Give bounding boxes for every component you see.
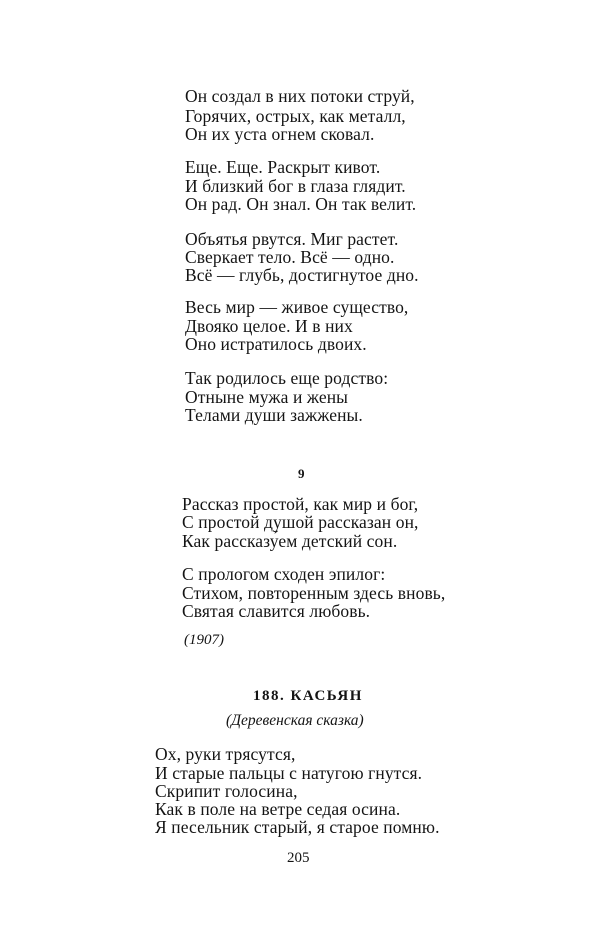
poem-date: (1907) (184, 632, 224, 648)
poem-line: Весь мир — живое существо, (185, 297, 409, 317)
poem-line: Оно истратилось двоих. (185, 334, 367, 354)
poem-line: Как рассказу́ем детский сон. (182, 531, 398, 551)
poem-line: Всё — глубь, достигнутое дно. (185, 265, 419, 285)
poem-line: Святая славится любовь. (182, 601, 371, 621)
poem-line: Стихом, повторенным здесь вновь, (182, 583, 446, 603)
poem-line: С прологом сходен эпилог: (182, 564, 386, 584)
poem-line: И близкий бог в глаза глядит. (185, 176, 406, 196)
poem-line: Отныне мужа и жены (185, 387, 349, 407)
poem-line: С простой душой рассказан он, (182, 512, 419, 532)
poem-subtitle: (Деревенская сказка) (226, 712, 364, 729)
poem-line: Он их уста огнем сковал. (185, 124, 375, 144)
poem-line: Как в поле на ветре седая осина. (155, 799, 401, 819)
poem-line: Рассказ простой, как мир и бог, (182, 494, 419, 514)
poem-title: 188. КАСЬЯН (253, 688, 363, 704)
poem-line: Он рад. Он знал. Он так велит. (185, 194, 417, 214)
poem-line: И старые пальцы с натугою гнутся. (155, 763, 423, 783)
page-number: 205 (287, 850, 310, 866)
poem-line: Ох, руки трясутся, (155, 744, 296, 764)
section-number: 9 (298, 466, 305, 481)
poem-line: Он создал в них потоки струй, (185, 86, 415, 106)
poem-line: Так родилось еще родство: (185, 368, 389, 388)
poem-line: Объятья рвутся. Миг растет. (185, 229, 399, 249)
poem-line: Горячих, острых, как металл, (185, 106, 406, 126)
poem-line: Скрипит голосина, (155, 781, 298, 801)
poem-line: Я песельник старый, я старое помню. (155, 817, 440, 837)
poem-line: Еще. Еще. Раскрыт кивот. (185, 157, 381, 177)
poem-line: Сверкает тело. Всё — одно. (185, 247, 395, 267)
poem-line: Двояко целое. И в них (185, 316, 353, 336)
poem-line: Телами души зажжены. (185, 405, 363, 425)
